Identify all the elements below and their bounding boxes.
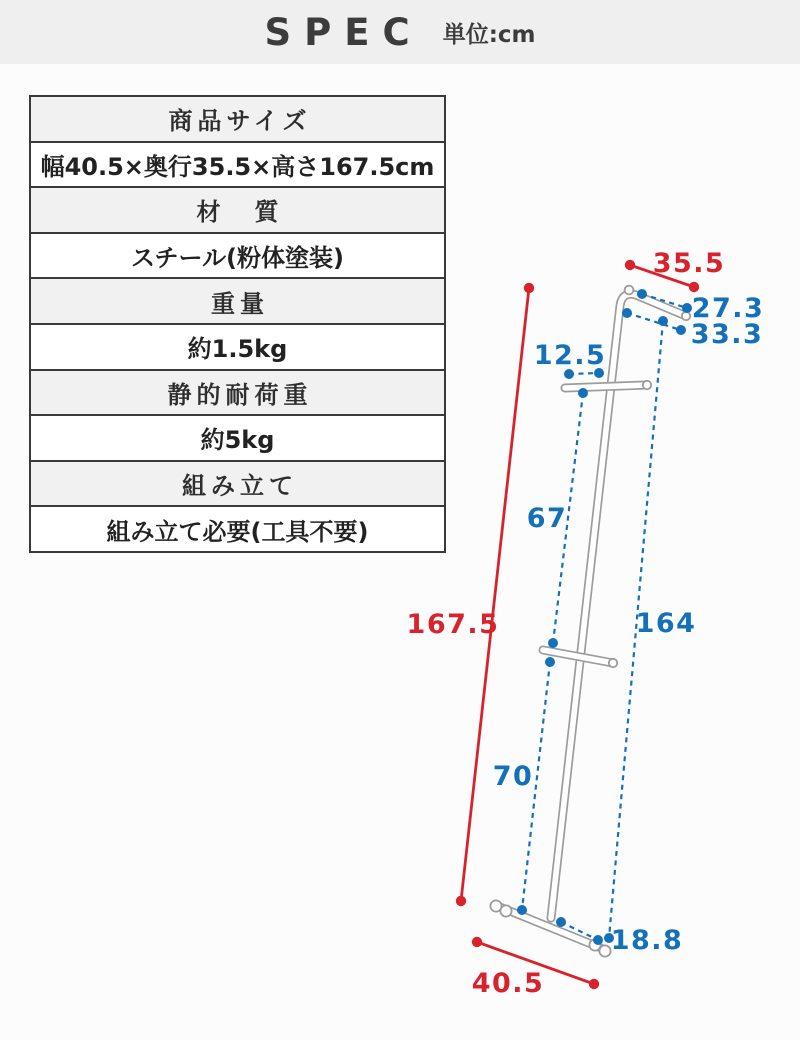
spec-header-load: 静的耐荷重 — [31, 371, 444, 417]
dim-label-12-5: 12.5 — [533, 340, 607, 371]
rack-top-knob — [625, 286, 634, 295]
rack-arm-end-cap — [682, 312, 690, 320]
unit-label: 単位:cm — [442, 21, 536, 48]
spec-header-material: 材 質 — [31, 188, 444, 234]
dim-label-27-3: 27.3 — [691, 293, 765, 324]
spec-header-weight: 重量 — [31, 279, 444, 325]
dim-lower-section — [493, 657, 555, 915]
dim-label-18-8: 18.8 — [610, 925, 684, 956]
dim-pole-height — [604, 316, 696, 943]
spec-value-size: 幅40.5×奥行35.5×高さ167.5cm — [31, 143, 444, 189]
dim-base-width — [472, 937, 600, 999]
spec-value-load: 約5kg — [31, 416, 444, 462]
dim-label-35-5: 35.5 — [652, 248, 726, 279]
dim-label-167-5: 167.5 — [406, 609, 500, 640]
dim-upper-section — [527, 388, 588, 648]
dim-label-33-3: 33.3 — [690, 319, 764, 350]
spec-value-material: スチール(粉体塗装) — [31, 234, 444, 280]
dim-label-164: 164 — [635, 608, 697, 639]
page-title: SPEC — [264, 10, 423, 54]
dim-top-width — [625, 248, 726, 292]
rack-foot-left-ring — [500, 905, 511, 916]
spec-header-size: 商品サイズ — [31, 97, 444, 143]
rack-upper-crossbar-cap — [643, 381, 651, 389]
rack-middle-crossbar-cap — [609, 659, 617, 667]
dim-label-40-5: 40.5 — [471, 968, 545, 999]
dim-label-67: 67 — [526, 503, 568, 534]
rack-foot-right-cap — [599, 945, 610, 956]
dim-hook-bar-width — [534, 340, 607, 379]
spec-value-weight: 約1.5kg — [31, 325, 444, 371]
spec-value-assembly: 組み立て必要(工具不要) — [31, 507, 444, 551]
rack-upper-crossbar-core — [565, 385, 647, 388]
dim-total-height — [407, 283, 535, 906]
spec-header-assembly: 組み立て — [31, 462, 444, 508]
dim-label-70: 70 — [492, 761, 534, 792]
